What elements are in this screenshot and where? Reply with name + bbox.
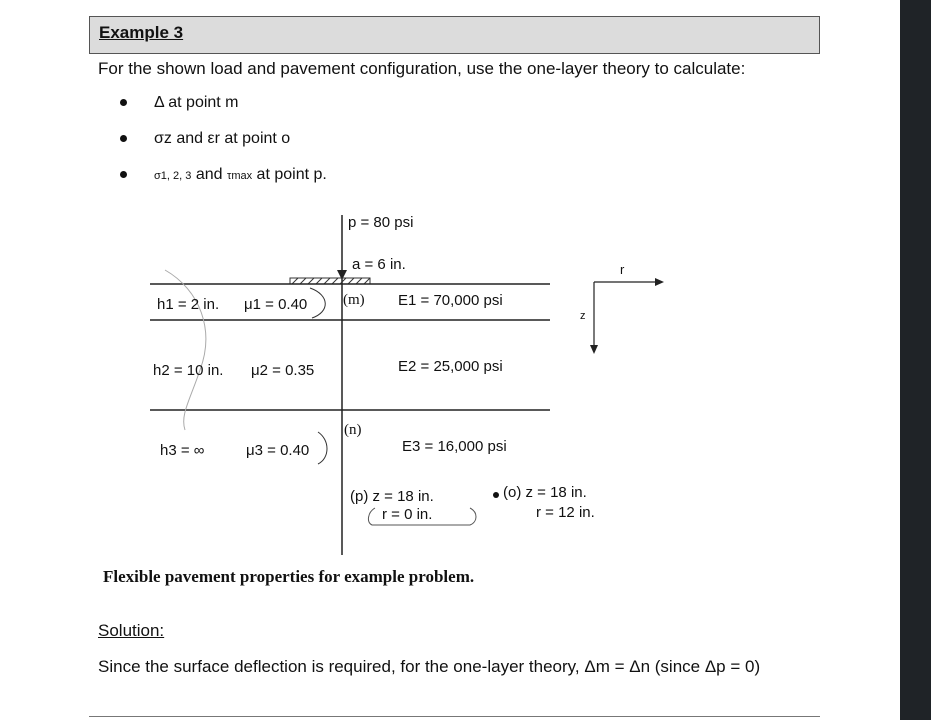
solution-heading: Solution: [98, 621, 165, 640]
layer2-thickness: h2 = 10 in. [153, 362, 224, 379]
bullet-and: and [191, 166, 227, 183]
point-p-depth: (p) z = 18 in. [350, 488, 434, 505]
z-axis-arrow-icon [590, 345, 598, 354]
layer1-modulus: E1 = 70,000 psi [398, 292, 503, 309]
example-header [89, 16, 820, 54]
pavement-diagram-drawing [0, 200, 900, 570]
point-p-radius: r = 0 in. [382, 506, 433, 523]
figure-caption: Flexible pavement properties for example problem. [103, 567, 475, 586]
principal-stress-label: σ1, 2, 3 [154, 170, 192, 182]
bottom-divider [89, 716, 820, 717]
layer1-poisson: μ1 = 0.40 [244, 296, 308, 313]
point-n-label: (n) [344, 422, 362, 438]
annotation-curve [165, 270, 206, 430]
point-o-depth: (o) z = 18 in. [503, 484, 587, 501]
layer2-modulus: E2 = 25,000 psi [398, 358, 503, 375]
bullet-icon [120, 135, 127, 142]
radius-label: a = 6 in. [352, 256, 406, 273]
point-m-label: (m) [343, 292, 365, 308]
load-hatch [292, 278, 370, 284]
layer3-modulus: E3 = 16,000 psi [402, 438, 507, 455]
z-axis-label: z [580, 310, 586, 322]
bullet-text [154, 164, 327, 187]
solution-text: Since the surface deflection is required, for the one-layer theory, Δm = Δn (since Δp = 0) [98, 657, 761, 676]
layer1-thickness: h1 = 2 in. [157, 296, 220, 313]
example-title: Example 3 [99, 23, 184, 42]
r-axis-label: r [620, 262, 625, 277]
point-o-marker [493, 492, 499, 498]
load-area [290, 278, 370, 284]
bullet-text: Δ at point m [154, 94, 239, 111]
bullet-rest: at point p. [252, 166, 327, 183]
pavement-diagram [0, 200, 900, 570]
load-label: p = 80 psi [348, 214, 414, 231]
right-edge-panel [900, 0, 931, 720]
mu3-annotation-bracket [318, 432, 327, 464]
mu1-annotation-bracket [310, 288, 325, 318]
layer3-poisson: μ3 = 0.40 [246, 442, 310, 459]
layer3-thickness: h3 = ∞ [160, 442, 205, 459]
max-shear-label: τmax [226, 170, 253, 182]
point-o-radius: r = 12 in. [536, 504, 595, 521]
bullet-text: σz and εr at point o [154, 130, 291, 147]
bullet-icon [120, 171, 127, 178]
bullet-icon [120, 99, 127, 106]
layer2-poisson: μ2 = 0.35 [251, 362, 315, 379]
r-axis-arrow-icon [655, 278, 664, 286]
intro-text: For the shown load and pavement configuration, use the one-layer theory to calculate: [98, 59, 746, 78]
